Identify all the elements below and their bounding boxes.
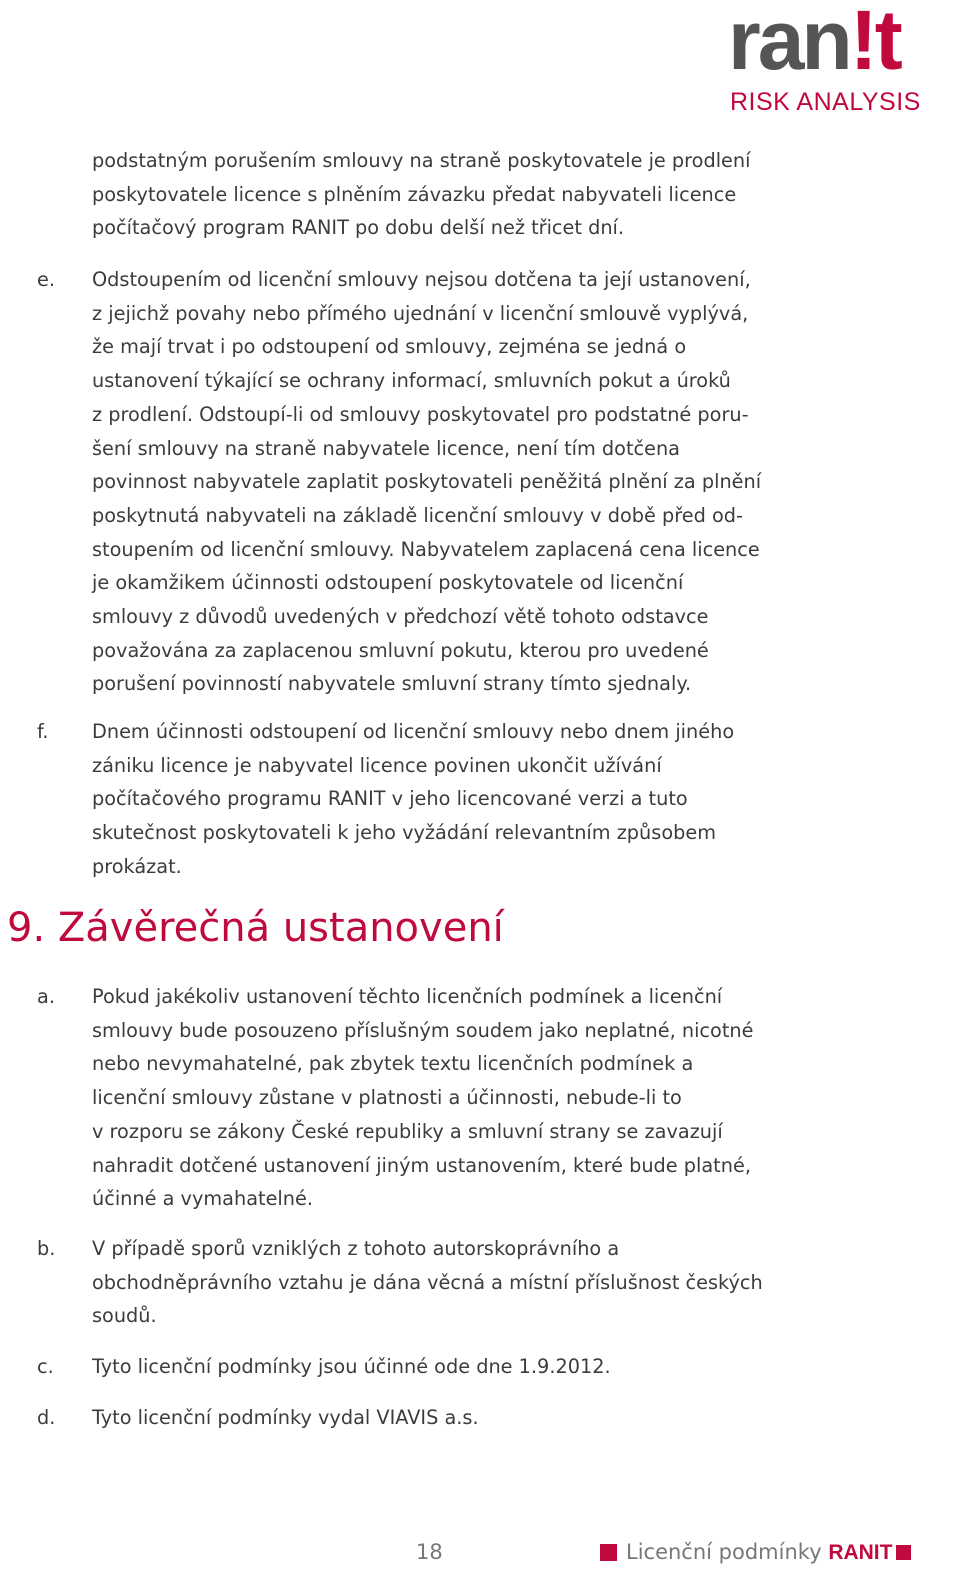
text-line: porušení povinností nabyvatele smluvní strany tímto sjednaly. <box>92 672 692 696</box>
text-line: licenční smlouvy zůstane v platnosti a účinnosti, nebude-li to <box>92 1086 682 1110</box>
text-line: skutečnost poskytovateli k jeho vyžádání relevantním způsobem <box>92 821 716 845</box>
ranit-logo <box>728 0 950 116</box>
footer-title <box>626 1534 911 1571</box>
text-line: nebo nevymahatelné, pak zbytek textu licenčních podmínek a <box>92 1052 694 1076</box>
text-line: Pokud jakékoliv ustanovení těchto licenčních podmínek a licenční <box>92 985 723 1008</box>
text-line: povinnost nabyvatele zaplatit poskytovateli peněžitá plnění za plnění <box>92 470 762 494</box>
text-line: z jejichž povahy nebo přímého ujednání v licenční smlouvě vyplývá, <box>92 301 749 325</box>
item-e-marker: e. <box>37 268 55 291</box>
text-line: počítačový program RANIT po dobu delší než třicet dní. <box>92 216 625 240</box>
footer-title-text: Licenční podmínky <box>626 1540 829 1564</box>
item-d-paragraph <box>92 1401 864 1435</box>
page-number: 18 <box>416 1540 443 1564</box>
item-c-paragraph <box>92 1350 864 1384</box>
item-f-paragraph <box>92 715 864 884</box>
logo-wordmark <box>728 0 900 87</box>
text-line: počítačového programu RANIT v jeho licencované verzi a tuto <box>92 787 688 811</box>
text-line: obchodněprávního vztahu je dána věcná a místní příslušnost českých <box>92 1270 763 1294</box>
logo-main-text: ran <box>728 0 850 87</box>
text-line: ustanovení týkající se ochrany informací, smluvních pokut a úroků <box>92 369 731 393</box>
item-d-marker: d. <box>37 1406 56 1429</box>
text-line: z prodlení. Odstoupí-li od smlouvy poskytovatel pro podstatné poru- <box>92 402 749 426</box>
logo-main-excl: !t <box>849 0 900 87</box>
text-line: je okamžikem účinnosti odstoupení poskytovatele od licenční <box>92 571 684 595</box>
footer-square-end-icon <box>896 1545 911 1560</box>
text-line: nahradit dotčené ustanovení jiným ustanovením, které bude platné, <box>92 1153 751 1177</box>
intro-paragraph <box>92 144 864 245</box>
text-line: šení smlouvy na straně nabyvatele licence, není tím dotčena <box>92 436 681 460</box>
item-c-marker: c. <box>37 1355 54 1378</box>
item-e-paragraph <box>92 263 864 701</box>
section-heading: 9. Závěrečná ustanovení <box>7 905 504 951</box>
logo-subtitle: RISK ANALYSIS <box>730 88 921 116</box>
item-a-paragraph <box>92 980 864 1216</box>
text-line: považována za zaplacenou smluvní pokutu, kterou pro uvedené <box>92 638 709 662</box>
text-line: Tyto licenční podmínky vydal VIAVIS a.s. <box>92 1406 479 1429</box>
text-line: poskytovatele licence s plněním závazku předat nabyvateli licence <box>92 182 737 206</box>
text-line: zániku licence je nabyvatel licence povinen ukončit užívání <box>92 753 662 777</box>
text-line: Odstoupením od licenční smlouvy nejsou dotčena ta její ustanovení, <box>92 268 751 291</box>
text-line: Dnem účinnosti odstoupení od licenční smlouvy nebo dnem jiného <box>92 720 735 743</box>
text-line: že mají trvat i po odstoupení od smlouvy, zejména se jedná o <box>92 335 687 359</box>
text-line: Tyto licenční podmínky jsou účinné ode dne 1.9.2012. <box>92 1355 611 1378</box>
item-b-marker: b. <box>37 1237 56 1260</box>
page-footer <box>0 1534 960 1570</box>
footer-brand: RANIT <box>828 1541 893 1564</box>
item-f-marker: f. <box>37 720 49 743</box>
footer-square-icon <box>600 1544 617 1561</box>
text-line: stoupením od licenční smlouvy. Nabyvatelem zaplacená cena licence <box>92 537 760 561</box>
text-line: poskytnutá nabyvateli na základě licenční smlouvy v době před od- <box>92 503 743 527</box>
text-line: soudů. <box>92 1304 157 1328</box>
text-line: smlouvy bude posouzeno příslušným soudem jako neplatné, nicotné <box>92 1018 754 1042</box>
text-line: V případě sporů vzniklých z tohoto autorskoprávního a <box>92 1237 620 1260</box>
item-a-marker: a. <box>37 985 55 1008</box>
text-line: prokázat. <box>92 854 182 878</box>
text-line: v rozporu se zákony České republiky a smluvní strany se zavazují <box>92 1119 723 1143</box>
item-b-paragraph <box>92 1232 864 1333</box>
text-line: podstatným porušením smlouvy na straně poskytovatele je prodlení <box>92 149 751 172</box>
text-line: smlouvy z důvodů uvedených v předchozí větě tohoto odstavce <box>92 605 709 629</box>
text-line: účinné a vymahatelné. <box>92 1187 314 1211</box>
